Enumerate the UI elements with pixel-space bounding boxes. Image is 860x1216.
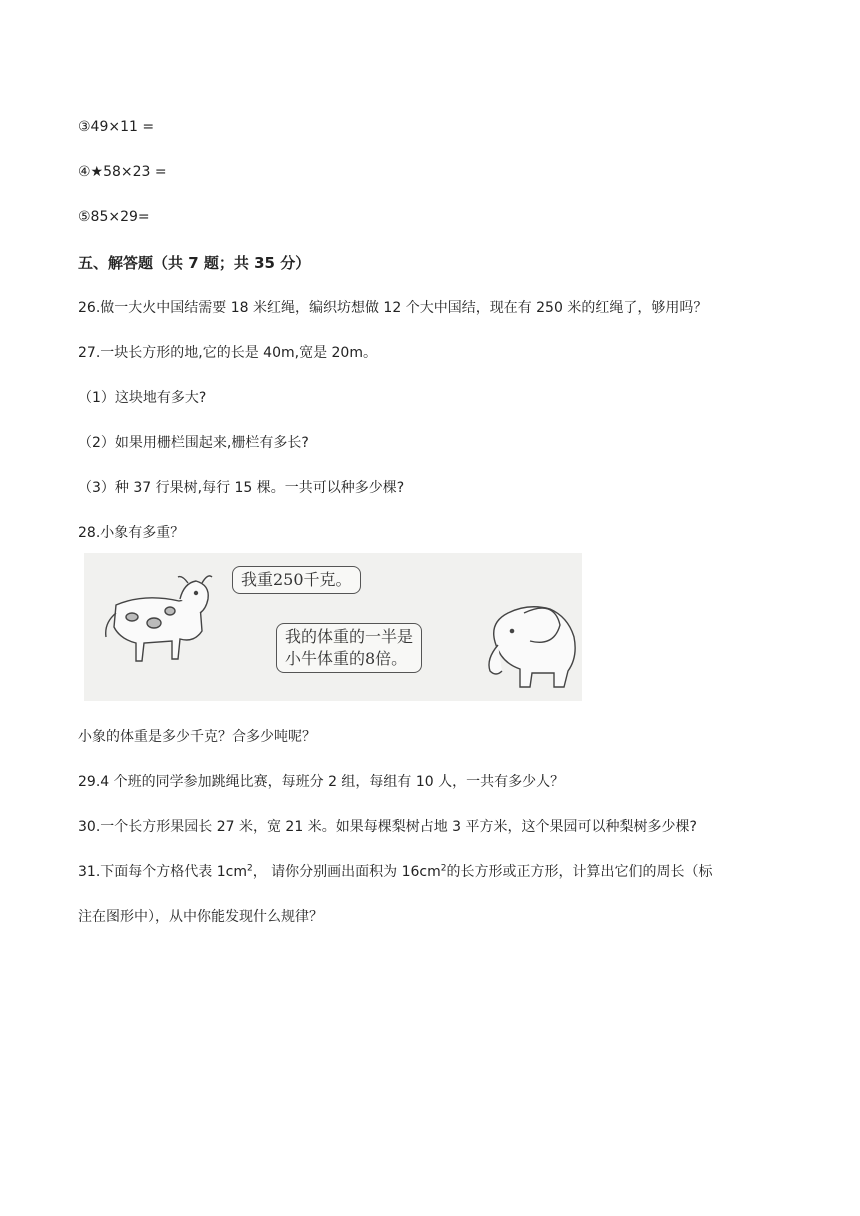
elephant-speech-bubble xyxy=(276,623,422,673)
elephant-speech-line-1: 我的体重的一半是 xyxy=(285,627,414,646)
calc-item-5: ⑤85×29= xyxy=(78,209,150,225)
problem-27-part-1: （1）这块地有多大? xyxy=(78,390,207,406)
section-heading: 五、解答题（共 7 题；共 35 分） xyxy=(78,254,311,272)
cow-speech-bubble xyxy=(232,566,361,594)
superscript-2: 2 xyxy=(440,863,447,874)
problem-31-part-a: 31.下面每个方格代表 1cm xyxy=(78,864,247,880)
problem-30: 30.一个长方形果园长 27 米，宽 21 米。如果每棵梨树占地 3 平方米，这个果园可以种梨树多少棵? xyxy=(78,819,697,835)
problem-26: 26.做一大火中国结需要 18 米红绳，编织坊想做 12 个大中国结，现在有 250 米的红绳了，够用吗？ xyxy=(78,300,708,316)
cow-elephant-illustration xyxy=(84,553,582,701)
elephant-speech-line-2: 小牛体重的8倍。 xyxy=(285,649,408,668)
problem-27-part-2: （2）如果用栅栏围起来,栅栏有多长? xyxy=(78,435,309,451)
problem-31-line-2: 注在图形中），从中你能发现什么规律？ xyxy=(78,909,323,925)
problem-27-part-3: （3）种 37 行果树,每行 15 棵。一共可以种多少棵? xyxy=(78,480,405,496)
calc-item-4: ④★58×23 = xyxy=(78,164,167,180)
cow-icon xyxy=(106,576,212,661)
problem-27: 27.一块长方形的地,它的长是 40m,宽是 20m。 xyxy=(78,345,377,361)
problem-29: 29.4 个班的同学参加跳绳比赛，每班分 2 组，每组有 10 人，一共有多少人？ xyxy=(78,774,565,790)
problem-31-part-b: ， 请你分别画出面积为 16cm xyxy=(252,864,441,880)
problem-28: 28.小象有多重？ xyxy=(78,525,185,541)
calc-item-3: ③49×11 = xyxy=(78,119,155,135)
cow-speech-text: 我重250千克。 xyxy=(241,570,352,589)
superscript-2: 2 xyxy=(246,863,253,874)
elephant-icon xyxy=(489,607,575,687)
problem-28-subquestion: 小象的体重是多少千克？合多少吨呢？ xyxy=(78,729,316,745)
problem-31-part-c: 的长方形或正方形，计算出它们的周长（标 xyxy=(446,864,713,880)
problem-31-line-1 xyxy=(78,862,713,882)
